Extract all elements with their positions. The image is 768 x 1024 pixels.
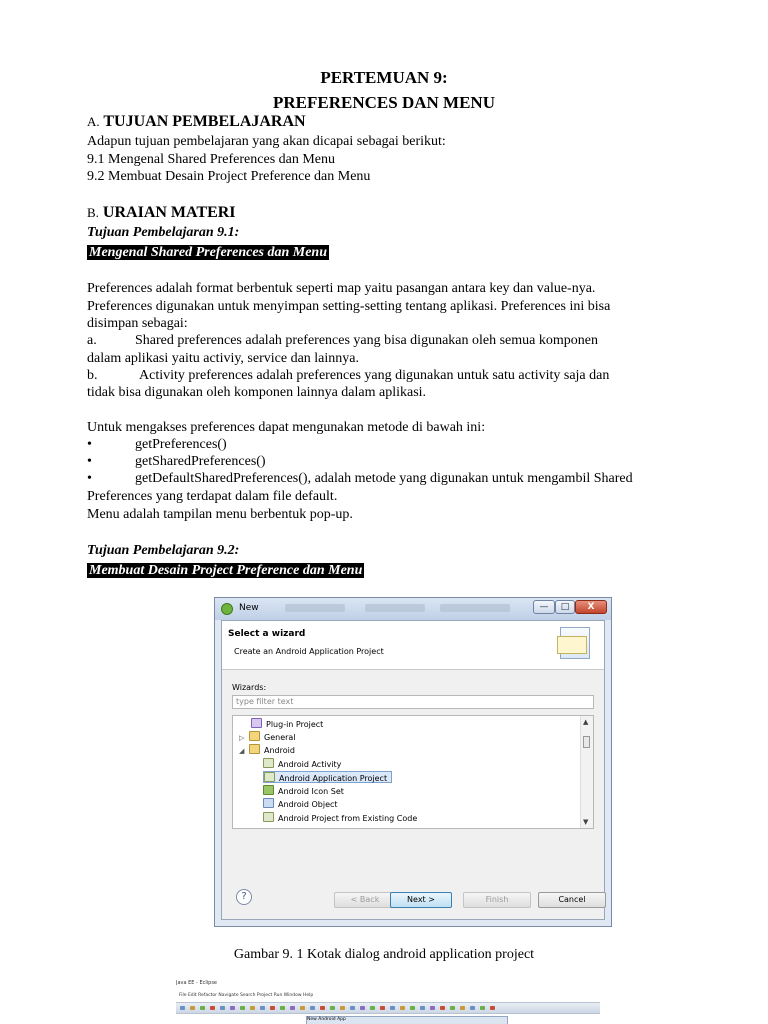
background-tab-blur xyxy=(440,604,510,612)
maximize-button[interactable]: □ xyxy=(555,600,575,614)
toolbar-icon xyxy=(270,1006,275,1010)
toolbar-icon xyxy=(380,1006,385,1010)
wizard-filter-input[interactable]: type filter text xyxy=(232,695,594,709)
tree-item-android-icon-set[interactable] xyxy=(263,785,344,797)
tree-item-label: Plug-in Project xyxy=(266,720,324,729)
tree-item-general[interactable] xyxy=(239,731,296,743)
toolbar-icon xyxy=(310,1006,315,1010)
figure-caption: Gambar 9. 1 Kotak dialog android application project xyxy=(233,947,535,962)
section-a-title: TUJUAN PEMBELAJARAN xyxy=(103,113,306,130)
menu-definition: Menu adalah tampilan menu berbentuk pop-up. xyxy=(87,507,353,522)
tree-item-android-object[interactable] xyxy=(263,798,338,810)
bullet-2-marker: • xyxy=(87,454,92,469)
list-b-line2: tidak bisa digunakan oleh komponen lainnya dalam aplikasi. xyxy=(87,385,427,400)
section-b-letter: B. xyxy=(87,205,99,220)
dialog-titlebar xyxy=(215,598,611,620)
next-button[interactable]: Next > xyxy=(390,892,452,908)
highlight-9-1: Mengenal Shared Preferences dan Menu xyxy=(89,245,328,260)
list-b-marker: b. xyxy=(87,368,98,383)
tree-item-android-application-project[interactable] xyxy=(263,771,392,783)
toolbar-icon xyxy=(490,1006,495,1010)
highlight-9-2-wrap xyxy=(87,562,364,579)
toolbar-icon xyxy=(470,1006,475,1010)
tree-item-android-existing-code[interactable] xyxy=(263,812,417,824)
toolbar-icon xyxy=(290,1006,295,1010)
wizard-tree[interactable] xyxy=(232,715,594,829)
background-tab-blur xyxy=(365,604,425,612)
bullet-3-marker: • xyxy=(87,471,92,486)
toolbar-icon xyxy=(440,1006,445,1010)
toolbar-icon xyxy=(370,1006,375,1010)
list-a-marker: a. xyxy=(87,333,97,348)
dialog-header-title: Select a wizard xyxy=(228,629,306,639)
bullet-1-text: getPreferences() xyxy=(135,437,227,452)
highlight-9-2: Membuat Desain Project Preference dan Menu xyxy=(89,563,363,578)
toolbar-icon xyxy=(430,1006,435,1010)
new-wizard-dialog-screenshot xyxy=(214,597,612,927)
page-title-line2: PREFERENCES DAN MENU xyxy=(273,93,495,112)
eclipse-menubar: File Edit Refactor Navigate Search Project Run Window Help xyxy=(179,993,314,998)
tree-item-android[interactable] xyxy=(239,744,295,756)
tree-item-label: Android xyxy=(264,746,295,755)
list-a-line1 xyxy=(87,332,598,349)
toolbar-icon xyxy=(420,1006,425,1010)
toolbar-icon xyxy=(350,1006,355,1010)
tree-item-plugin-project[interactable] xyxy=(251,718,323,730)
list-b-text: Activity preferences adalah preferences yang digunakan untuk satu activity saja dan xyxy=(139,368,610,383)
section-a-letter: A. xyxy=(87,114,100,129)
toolbar-icon xyxy=(210,1006,215,1010)
toolbar-icon xyxy=(260,1006,265,1010)
toolbar-icon xyxy=(320,1006,325,1010)
eclipse-app-icon xyxy=(221,603,233,615)
android-existing-project-icon xyxy=(263,812,274,822)
toolbar-icon xyxy=(400,1006,405,1010)
toolbar-icon xyxy=(340,1006,345,1010)
list-a-line2: dalam aplikasi yaitu activiy, service dan lainnya. xyxy=(87,351,359,366)
tree-scrollbar[interactable] xyxy=(580,716,593,828)
bullet-3-continuation: Preferences yang terdapat dalam file default. xyxy=(87,489,338,504)
para1-line1: Preferences adalah format berbentuk seperti map yaitu pasangan antara key dan value-nya. xyxy=(87,281,596,296)
wizard-banner-icon xyxy=(560,627,590,659)
para1-line2: Preferences digunakan untuk menyimpan setting-setting tentang aplikasi. Preferences ini bisa xyxy=(87,299,611,314)
scroll-up-icon[interactable]: ▲ xyxy=(583,718,589,726)
section-b-heading xyxy=(87,204,236,221)
toolbar-icon xyxy=(190,1006,195,1010)
tree-item-label: Android Application Project xyxy=(279,774,388,783)
objective-item-2: 9.2 Membuat Desain Project Preference dan Menu xyxy=(87,169,371,184)
access-intro: Untuk mengakses preferences dapat mengunakan metode di bawah ini: xyxy=(87,420,486,435)
eclipse-titlebar: Java EE - Eclipse xyxy=(176,980,217,986)
plugin-project-icon xyxy=(251,718,262,728)
section-a-intro: Adapun tujuan pembelajaran yang akan dicapai sebagai berikut: xyxy=(87,134,446,149)
toolbar-icon xyxy=(180,1006,185,1010)
tree-item-label: General xyxy=(264,733,296,742)
objective-item-1: 9.1 Mengenal Shared Preferences dan Menu xyxy=(87,152,336,167)
para1-line3: disimpan sebagai: xyxy=(87,316,188,331)
bullet-3 xyxy=(87,470,633,487)
folder-icon xyxy=(249,731,260,741)
section-a-heading xyxy=(87,113,306,130)
bullet-1-marker: • xyxy=(87,437,92,452)
dialog-body xyxy=(221,620,605,920)
android-icon-set-icon xyxy=(263,785,274,795)
toolbar-icon xyxy=(220,1006,225,1010)
tree-item-label: Android Icon Set xyxy=(278,787,344,796)
wizards-label: Wizards: xyxy=(232,683,267,692)
toolbar-icon xyxy=(240,1006,245,1010)
highlight-9-1-wrap xyxy=(87,244,329,261)
dialog-header xyxy=(222,621,604,670)
toolbar-icon xyxy=(360,1006,365,1010)
bullet-2-text: getSharedPreferences() xyxy=(135,454,266,469)
android-activity-icon xyxy=(263,758,274,768)
toolbar-icon xyxy=(250,1006,255,1010)
collapse-arrow-icon[interactable]: ◢ xyxy=(239,747,245,755)
toolbar-icon xyxy=(230,1006,235,1010)
list-a-text: Shared preferences adalah preferences yang bisa digunakan oleh semua komponen xyxy=(135,333,598,348)
eclipse-subdialog: New Android App xyxy=(306,1016,508,1024)
tree-item-android-activity[interactable] xyxy=(263,758,341,770)
section-b-title: URAIAN MATERI xyxy=(102,204,236,221)
tree-item-label: Android Object xyxy=(278,800,338,809)
finish-button[interactable]: Finish xyxy=(463,892,531,908)
bullet-3-text: getDefaultSharedPreferences(), adalah metode yang digunakan untuk mengambil Shared xyxy=(135,471,633,486)
scroll-down-icon[interactable]: ▼ xyxy=(583,818,589,826)
help-icon[interactable]: ? xyxy=(236,889,252,905)
toolbar-icon xyxy=(300,1006,305,1010)
toolbar-icon xyxy=(460,1006,465,1010)
android-project-icon xyxy=(264,772,275,782)
subheading-9-2: Tujuan Pembelajaran 9.2: xyxy=(87,543,240,558)
tree-item-label: Android Activity xyxy=(278,760,342,769)
cancel-button[interactable]: Cancel xyxy=(538,892,606,908)
eclipse-window-screenshot xyxy=(176,980,600,1024)
tree-item-label: Android Project from Existing Code xyxy=(278,814,418,823)
back-button[interactable]: < Back xyxy=(334,892,396,908)
bullet-2 xyxy=(87,453,266,470)
bullet-1 xyxy=(87,436,227,453)
minimize-button[interactable]: — xyxy=(533,600,555,614)
list-b-line1 xyxy=(87,367,609,384)
android-object-icon xyxy=(263,798,274,808)
subheading-9-1: Tujuan Pembelajaran 9.1: xyxy=(87,225,240,240)
toolbar-icon xyxy=(480,1006,485,1010)
eclipse-toolbar xyxy=(176,1002,600,1014)
toolbar-icon xyxy=(280,1006,285,1010)
close-button[interactable]: X xyxy=(575,600,607,614)
toolbar-icon xyxy=(200,1006,205,1010)
expand-arrow-icon[interactable]: ▷ xyxy=(239,734,245,742)
toolbar-icon xyxy=(390,1006,395,1010)
dialog-title: New xyxy=(239,603,259,613)
scroll-thumb[interactable] xyxy=(583,736,590,748)
page-title-line1: PERTEMUAN 9: xyxy=(320,68,448,87)
toolbar-icon xyxy=(410,1006,415,1010)
folder-icon xyxy=(249,744,260,754)
dialog-header-description: Create an Android Application Project xyxy=(234,647,384,656)
background-tab-blur xyxy=(285,604,345,612)
toolbar-icon xyxy=(330,1006,335,1010)
toolbar-icon xyxy=(450,1006,455,1010)
